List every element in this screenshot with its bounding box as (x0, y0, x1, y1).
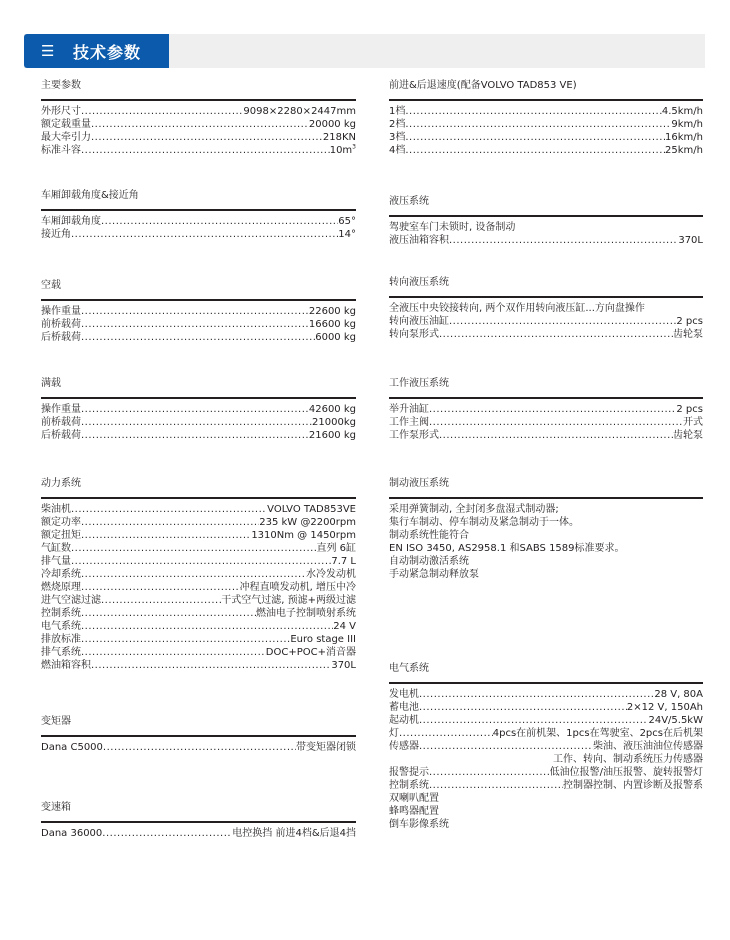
dot-leader (71, 555, 331, 568)
dot-leader (419, 701, 627, 714)
dot-leader (81, 105, 243, 118)
spec-value (331, 555, 356, 568)
spec-label: 控制系统 (41, 608, 81, 619)
spec-label: 报警提示 (389, 767, 429, 778)
spec-label: 控制系统 (389, 780, 429, 791)
spec-row (389, 779, 703, 792)
spec-value-text: 28 V, 80A (654, 689, 703, 700)
spec-section (41, 278, 356, 344)
spec-label: 排气量 (41, 556, 71, 567)
spec-value-text: 65° (338, 216, 356, 227)
spec-value-text: 235 kW @2200rpm (259, 517, 356, 528)
spec-value (676, 315, 703, 328)
spec-row (41, 620, 356, 633)
spec-section-title: 满载 (41, 378, 61, 389)
spec-value (671, 118, 703, 131)
dot-leader (81, 429, 309, 442)
spec-value-text: 14° (338, 229, 356, 240)
spec-text-line: 自动制动激活系统 (389, 556, 469, 567)
spec-section (41, 78, 356, 157)
spec-value (654, 688, 703, 701)
spec-section-title: 空载 (41, 280, 61, 291)
spec-value (673, 328, 703, 341)
dot-leader (399, 727, 493, 740)
dot-leader (91, 659, 331, 672)
spec-row (41, 215, 356, 228)
spec-value (240, 581, 356, 594)
spec-section (389, 78, 703, 157)
spec-row (389, 727, 703, 740)
dot-leader (81, 516, 259, 529)
spec-section (41, 476, 356, 672)
spec-section-title: 前进&后退速度(配备VOLVO TAD853 VE) (389, 80, 577, 91)
spec-value-text: 2×12 V, 150Ah (626, 702, 703, 713)
spec-row (389, 105, 703, 118)
spec-value (309, 429, 356, 442)
spec-label: 举升油缸 (389, 404, 429, 415)
spec-value (290, 633, 356, 646)
spec-row (41, 105, 356, 118)
spec-value-text: 21600 kg (308, 430, 356, 441)
spec-value (256, 607, 356, 620)
spec-value-text: 2 pcs (676, 316, 703, 327)
spec-value-text: 7.7 L (331, 556, 356, 567)
spec-row-continuation (389, 753, 703, 766)
spec-row (41, 429, 356, 442)
spec-row (41, 633, 356, 646)
dot-leader (429, 416, 683, 429)
spec-row (389, 118, 703, 131)
spec-label: 柴油机 (41, 504, 71, 515)
spec-value (312, 416, 356, 429)
spec-section (41, 188, 356, 241)
spec-section-title: 制动液压系统 (389, 478, 449, 489)
section-divider (41, 497, 356, 499)
dot-leader (101, 594, 221, 607)
spec-text-line: 集行车制动、停车制动及紧急制动于一体。 (389, 517, 579, 528)
spec-label: 接近角 (41, 229, 71, 240)
spec-label: 最大牵引力 (41, 132, 91, 143)
spec-label: 前桥载荷 (41, 319, 81, 330)
spec-value-text: 42600 kg (308, 404, 356, 415)
spec-value-text: 冲程直喷发动机, 增压中冷 (239, 582, 356, 593)
section-divider (41, 397, 356, 399)
dot-leader (101, 215, 338, 228)
dot-leader (419, 714, 648, 727)
spec-label: 额定扭矩 (41, 530, 81, 541)
spec-row (389, 315, 703, 328)
dot-leader (419, 688, 654, 701)
spec-text-line: 全液压中央铰接转向, 两个双作用转向液压缸...方向盘操作 (389, 303, 645, 314)
spec-text-line: 蜂鸣器配置 (389, 806, 439, 817)
spec-value (665, 131, 703, 144)
dot-leader (81, 646, 266, 659)
spec-row (389, 688, 703, 701)
spec-label: 2档 (389, 119, 406, 130)
spec-label: Dana 36000 (41, 828, 103, 839)
dot-leader (81, 331, 315, 344)
spec-row (389, 144, 703, 157)
spec-label: 1档 (389, 106, 406, 117)
spec-row (41, 542, 356, 555)
spec-row (41, 503, 356, 516)
spec-label: 转向泵形式 (389, 329, 439, 340)
spec-section-title: 动力系统 (41, 478, 81, 489)
spec-row (41, 403, 356, 416)
spec-value-text: VOLVO TAD853VE (267, 504, 356, 515)
dot-leader (419, 740, 593, 753)
spec-row (41, 568, 356, 581)
dot-leader (405, 144, 665, 157)
spec-section (389, 194, 703, 247)
spec-row (389, 403, 703, 416)
section-divider (389, 397, 703, 399)
spec-value (316, 542, 356, 555)
spec-value (563, 779, 703, 792)
spec-value (323, 131, 356, 144)
spec-row (389, 131, 703, 144)
dot-leader (429, 403, 676, 416)
dot-leader (405, 131, 665, 144)
spec-value (309, 305, 356, 318)
spec-value-superscript: 3 (352, 144, 356, 151)
spec-label: 传感器 (389, 741, 419, 752)
spec-value (333, 620, 356, 633)
spec-label: 额定功率 (41, 517, 81, 528)
dot-leader (449, 315, 676, 328)
spec-label: 后桥载荷 (41, 430, 81, 441)
spec-value: 工作、转向、制动系统压力传感器 (553, 754, 703, 765)
spec-row (389, 234, 703, 247)
spec-section-title: 车厢卸载角度&接近角 (41, 190, 139, 201)
spec-value (338, 228, 356, 241)
dot-leader (102, 827, 232, 840)
spec-row (41, 416, 356, 429)
dot-leader (405, 105, 661, 118)
spec-label: 燃烧原理 (41, 582, 81, 593)
spec-label: 转向液压油缸 (389, 316, 449, 327)
spec-row (389, 766, 703, 779)
spec-label: 电气系统 (41, 621, 81, 632)
spec-text-line: 采用弹簧制动, 全封闭多盘湿式制动器; (389, 504, 559, 515)
spec-row (41, 331, 356, 344)
dot-leader (81, 581, 240, 594)
spec-value (550, 766, 703, 779)
spec-value (309, 318, 356, 331)
spec-section-title: 液压系统 (389, 196, 429, 207)
spec-value-text: 带变矩器闭锁 (296, 742, 356, 753)
spec-value (306, 568, 356, 581)
spec-row (389, 416, 703, 429)
section-divider (389, 215, 703, 217)
spec-value-text: 电控换挡 前进4档&后退4挡 (232, 828, 356, 839)
spec-value (309, 118, 356, 131)
spec-value (683, 416, 703, 429)
spec-value (665, 144, 703, 157)
spec-label: 液压油箱容积 (389, 235, 449, 246)
spec-value-text: 6000 kg (315, 332, 356, 343)
spec-value-text: 21000kg (312, 417, 356, 428)
spec-label: 工作主阀 (389, 417, 429, 428)
spec-row (41, 646, 356, 659)
spec-label: 排气系统 (41, 647, 81, 658)
spec-label: Dana C5000 (41, 742, 103, 753)
dot-leader (81, 633, 290, 646)
spec-value-text: 16600 kg (308, 319, 356, 330)
spec-row (41, 118, 356, 131)
spec-value-text: 低油位报警/油压报警、旋转报警灯 (549, 767, 703, 778)
spec-label: 冷却系统 (41, 569, 81, 580)
section-header (24, 34, 705, 68)
spec-label: 标准斗容 (41, 145, 81, 156)
spec-value-text: 25km/h (665, 145, 703, 156)
spec-value-text: 2 pcs (676, 404, 703, 415)
section-divider (41, 99, 356, 101)
spec-value (243, 105, 356, 118)
spec-value (267, 503, 356, 516)
spec-row (389, 701, 703, 714)
hamburger-icon: ☰ (41, 42, 55, 60)
spec-text-line: 驾驶室车门未锁时, 设备制动 (389, 222, 516, 233)
dot-leader (449, 234, 678, 247)
spec-value (221, 594, 356, 607)
spec-value-text: 9km/h (671, 119, 703, 130)
spec-value-text: 燃油电子控制喷射系统 (256, 608, 356, 619)
spec-value-text: 水冷发动机 (306, 569, 356, 580)
spec-label: 排放标准 (41, 634, 81, 645)
section-header-title: 技术参数 (73, 42, 142, 62)
spec-label: 灯 (389, 728, 399, 739)
spec-value-text: 24 V (333, 621, 356, 632)
spec-value-text: 218KN (322, 132, 356, 143)
spec-value-text: 9098×2280×2447mm (243, 106, 356, 117)
spec-value-text: 1310Nm @ 1450rpm (251, 530, 356, 541)
spec-value (678, 234, 703, 247)
spec-label: 车厢卸载角度 (41, 216, 101, 227)
spec-row (41, 144, 356, 157)
spec-section (41, 714, 356, 754)
spec-value (662, 105, 703, 118)
spec-value-text: 370L (331, 660, 356, 671)
spec-row (41, 607, 356, 620)
dot-leader (71, 542, 316, 555)
spec-value-text: 干式空气过滤, 预滤+两级过滤 (221, 595, 356, 606)
dot-leader (405, 118, 671, 131)
dot-leader (91, 118, 309, 131)
spec-label: 燃油箱容积 (41, 660, 91, 671)
spec-row (41, 516, 356, 529)
spec-label: 前桥载荷 (41, 417, 81, 428)
spec-value-text: 370L (678, 235, 703, 246)
spec-row (41, 529, 356, 542)
spec-section-title: 变矩器 (41, 716, 71, 727)
spec-value-text: Euro stage III (290, 634, 356, 645)
spec-value-text: 20000 kg (308, 119, 356, 130)
spec-row (41, 581, 356, 594)
dot-leader (429, 766, 550, 779)
dot-leader (71, 228, 338, 241)
spec-value-text: 4.5km/h (661, 106, 703, 117)
spec-row (41, 741, 356, 754)
spec-value (331, 659, 356, 672)
spec-value-text: 4pcs在前机架、1pcs在驾驶室、2pcs在后机架 (492, 728, 703, 739)
spec-text-line: 倒车影像系统 (389, 819, 449, 830)
section-header-badge (24, 34, 169, 68)
spec-label: 操作重量 (41, 404, 81, 415)
spec-value-text: 控制器控制、内置诊断及报警系 (563, 780, 703, 791)
spec-value-text: 24V/5.5kW (648, 715, 703, 726)
section-divider (41, 735, 356, 737)
spec-value (673, 429, 703, 442)
section-divider (41, 821, 356, 823)
section-divider (389, 99, 703, 101)
dot-leader (439, 328, 673, 341)
spec-text-line: 手动紧急制动释放泵 (389, 569, 479, 580)
spec-value (266, 646, 356, 659)
spec-section-title: 变速箱 (41, 802, 71, 813)
spec-value-text: 直列 6缸 (316, 543, 356, 554)
spec-text-line: 制动系统性能符合 (389, 530, 469, 541)
spec-row (389, 740, 703, 753)
dot-leader (81, 305, 309, 318)
dot-leader (439, 429, 673, 442)
dot-leader (103, 741, 296, 754)
spec-value-text: 开式 (683, 417, 703, 428)
spec-label: 后桥载荷 (41, 332, 81, 343)
spec-section (389, 661, 703, 831)
spec-label: 进气空滤过滤 (41, 595, 101, 606)
section-divider (41, 299, 356, 301)
spec-row (41, 594, 356, 607)
spec-row (41, 555, 356, 568)
spec-value-text: 齿轮泵 (673, 329, 703, 340)
spec-row (41, 827, 356, 840)
spec-value (296, 741, 356, 754)
dot-leader (81, 318, 309, 331)
dot-leader (429, 779, 563, 792)
spec-label: 操作重量 (41, 306, 81, 317)
dot-leader (81, 568, 306, 581)
spec-section (41, 800, 356, 840)
spec-row (41, 305, 356, 318)
spec-value (309, 403, 356, 416)
spec-row (389, 429, 703, 442)
spec-section-title: 主要参数 (41, 80, 81, 91)
spec-text-line: 双喇叭配置 (389, 793, 439, 804)
spec-value-text: 16km/h (665, 132, 703, 143)
spec-section (41, 376, 356, 442)
spec-label: 3档 (389, 132, 406, 143)
spec-value (330, 144, 356, 157)
section-divider (389, 296, 703, 298)
section-divider (389, 497, 703, 499)
dot-leader (81, 607, 256, 620)
spec-label: 起动机 (389, 715, 419, 726)
spec-value-text: 10m (329, 145, 353, 156)
spec-label: 发电机 (389, 689, 419, 700)
spec-row (41, 659, 356, 672)
spec-section (389, 376, 703, 442)
spec-label: 外形尺寸 (41, 106, 81, 117)
spec-value-text: 柴油、液压油油位传感器 (593, 741, 703, 752)
spec-label: 蓄电池 (389, 702, 419, 713)
spec-label: 气缸数 (41, 543, 71, 554)
spec-value (593, 740, 703, 753)
spec-value (676, 403, 703, 416)
section-divider (41, 209, 356, 211)
spec-label: 工作泵形式 (389, 430, 439, 441)
spec-row (41, 318, 356, 331)
dot-leader (81, 620, 333, 633)
spec-section (389, 275, 703, 341)
dot-leader (81, 529, 251, 542)
spec-row (389, 328, 703, 341)
section-divider (389, 682, 703, 684)
spec-section-title: 电气系统 (389, 663, 429, 674)
spec-value-text: 22600 kg (308, 306, 356, 317)
dot-leader (81, 144, 330, 157)
dot-leader (81, 403, 309, 416)
spec-text-line: EN ISO 3450, AS2958.1 和SABS 1589标准要求。 (389, 543, 625, 554)
spec-value-text: 齿轮泵 (673, 430, 703, 441)
dot-leader (91, 131, 323, 144)
spec-value (315, 331, 356, 344)
spec-row (389, 714, 703, 727)
spec-value (648, 714, 703, 727)
dot-leader (81, 416, 312, 429)
spec-label: 4档 (389, 145, 406, 156)
spec-value (338, 215, 356, 228)
spec-value (232, 827, 356, 840)
spec-label: 额定载重量 (41, 119, 91, 130)
spec-section (389, 476, 703, 581)
spec-row (41, 131, 356, 144)
spec-section-title: 工作液压系统 (389, 378, 449, 389)
spec-value (627, 701, 703, 714)
dot-leader (71, 503, 267, 516)
spec-value-text: DOC+POC+消音器 (265, 647, 356, 658)
spec-section-title: 转向液压系统 (389, 277, 449, 288)
spec-row (41, 228, 356, 241)
spec-value (251, 529, 356, 542)
spec-value (259, 516, 356, 529)
spec-value (493, 727, 703, 740)
